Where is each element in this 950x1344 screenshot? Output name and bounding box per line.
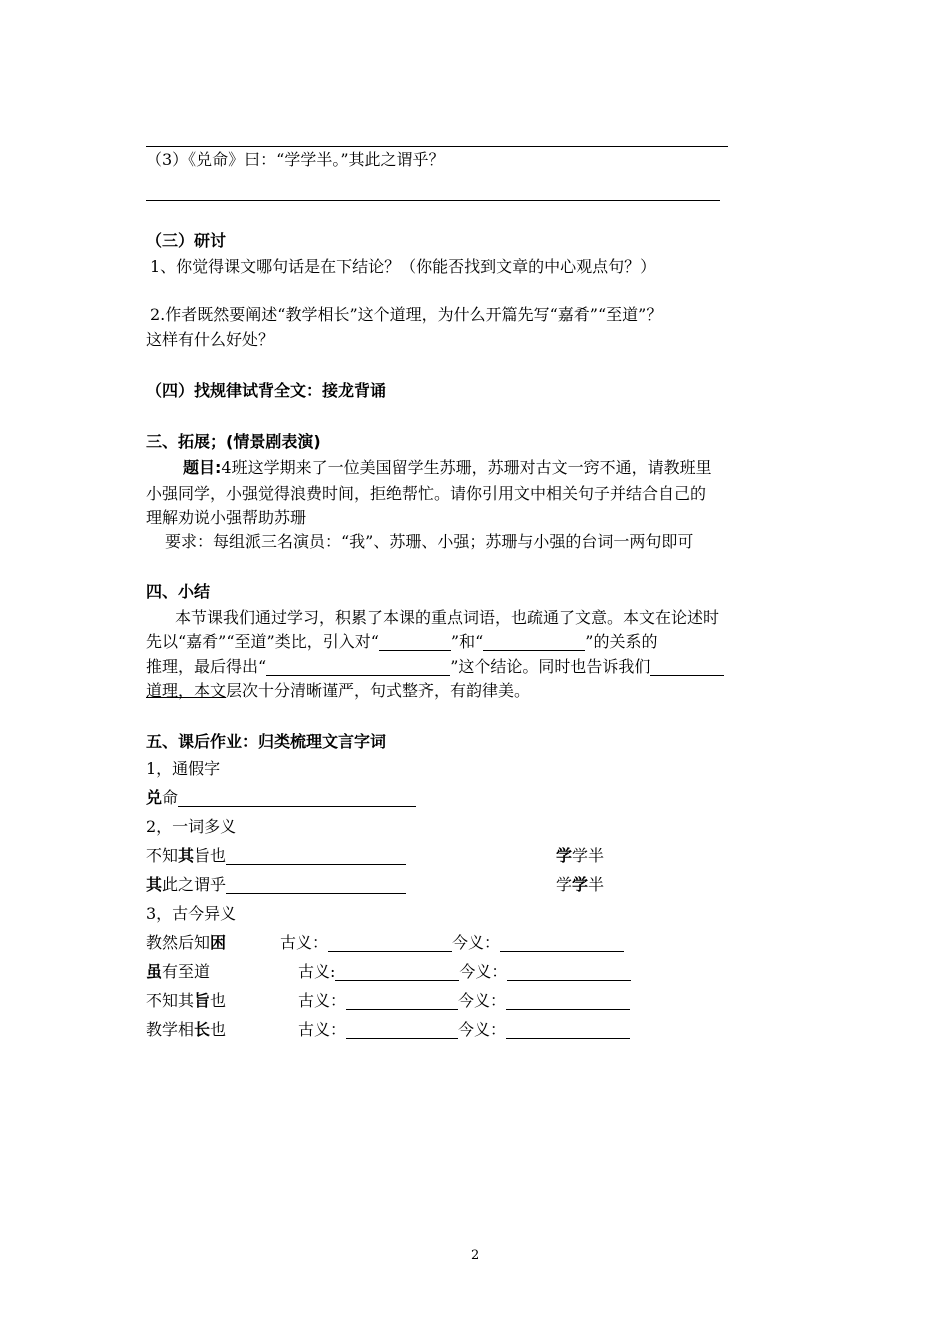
gujin-row-4-fields: 古义： 今义： — [298, 1018, 630, 1042]
question-3: （3）《兑命》曰：“学学半。”其此之谓乎？ — [146, 150, 445, 169]
hw-section-1: 1，通假字 — [146, 759, 221, 778]
hw-section-3: 3，古今异义 — [146, 904, 237, 923]
blank-gu-1[interactable] — [328, 933, 452, 952]
gujin-row-1-fields: 古义： 今义： — [280, 931, 624, 955]
blank-jin-2[interactable] — [507, 962, 631, 981]
blank-gu-4[interactable] — [346, 1020, 458, 1039]
heading-discussion: （三）研讨 — [146, 231, 227, 250]
heading-extension: 三、拓展；(情景剧表演) — [146, 432, 321, 451]
blank-qi-1[interactable] — [226, 846, 406, 865]
summary-line3: 推理，最后得出“ ”这个结论。同时也告诉我们 — [146, 655, 724, 679]
blank-tongjia[interactable] — [178, 788, 416, 807]
extension-line1 — [183, 456, 712, 480]
gujin-row-3-fields: 古义： 今义： — [298, 989, 630, 1013]
discussion-q2-line2: 这样有什么好处？ — [146, 330, 275, 349]
topic-label: 题目: — [183, 458, 222, 477]
blank-1[interactable] — [379, 632, 451, 651]
blank-jin-3[interactable] — [506, 991, 630, 1010]
heading-recite: （四）找规律试背全文：接龙背诵 — [146, 381, 387, 400]
page-number: 2 — [471, 1248, 480, 1263]
discussion-q2-line1: 2.作者既然要阐述“教学相长”这个道理，为什么开篇先写“嘉肴”“至道”？ — [150, 305, 663, 324]
gujin-row-3: 不知其旨也 — [146, 991, 227, 1010]
extension-line3: 理解劝说小强帮助苏珊 — [146, 508, 307, 527]
blank-gu-2[interactable] — [335, 962, 459, 981]
hw-row-2a-right: 学学半 — [556, 846, 605, 865]
answer-line-2 — [146, 200, 720, 201]
summary-line1: 本节课我们通过学习，积累了本课的重点词语，也疏通了文意。本文在论述时 — [175, 608, 720, 627]
blank-3[interactable] — [266, 657, 450, 676]
heading-homework: 五、课后作业：归类梳理文言字词 — [146, 732, 387, 751]
gujin-row-2-fields: 古义: 今义： — [298, 960, 631, 984]
hw-row-1: 兑命 — [146, 786, 416, 810]
extension-line2: 小强同学，小强觉得浪费时间，拒绝帮忙。请你引用文中相关句子并结合自己的 — [146, 484, 707, 503]
blank-gu-3[interactable] — [346, 991, 458, 1010]
gujin-row-1: 教然后知困 — [146, 933, 227, 952]
gujin-row-2: 虽有至道 — [146, 962, 211, 981]
extension-requirement: 要求：每组派三名演员：“我”、苏珊、小强；苏珊与小强的台词一两句即可 — [165, 532, 694, 551]
blank-qi-2[interactable] — [226, 875, 406, 894]
discussion-q1: 1、你觉得课文哪句话是在下结论？（你能否找到文章的中心观点句？） — [150, 257, 657, 276]
hw-row-2b: 其此之谓乎 — [146, 873, 406, 897]
summary-line2: 先以“嘉肴”“至道”类比，引入对“ ”和“ ”的关系的 — [146, 632, 658, 651]
hw-row-2b-right: 学学半 — [556, 875, 605, 894]
hw-section-2: 2，一词多义 — [146, 817, 237, 836]
answer-line-1 — [146, 146, 728, 147]
hw-row-2a: 不知其旨也 — [146, 844, 406, 868]
heading-summary: 四、小结 — [146, 582, 211, 601]
gujin-row-4: 教学相长也 — [146, 1020, 227, 1039]
topic-text-1: 4班这学期来了一位美国留学生苏珊，苏珊对古文一窍不通，请教班里 — [221, 458, 712, 477]
blank-2[interactable] — [483, 632, 585, 651]
blank-jin-4[interactable] — [506, 1020, 630, 1039]
summary-line4: 道理，本文层次十分清晰谨严，句式整齐，有韵律美。 — [146, 681, 531, 700]
blank-jin-1[interactable] — [500, 933, 624, 952]
blank-4[interactable] — [650, 657, 724, 676]
underlined-text: 道理，本文 — [146, 681, 227, 700]
